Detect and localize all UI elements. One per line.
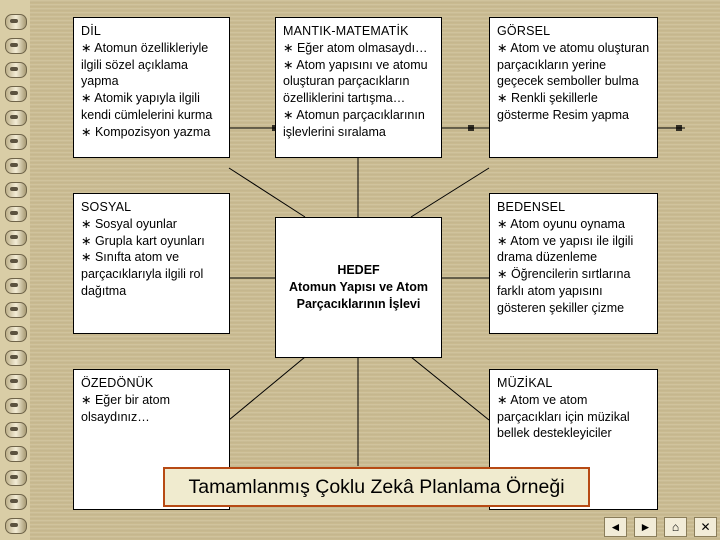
connector-hedef-ozedonuk — [229, 357, 305, 420]
box-item: ∗ Sınıfta atom ve parçacıklarıyla ilgili rol dağıtma — [81, 250, 207, 298]
footer-title: Tamamlanmış Çoklu Zekâ Planlama Örneği — [188, 475, 565, 498]
footer-title-banner — [163, 467, 590, 507]
close-icon: ✕ — [700, 520, 711, 534]
connector-hedef-muzikal — [411, 357, 489, 420]
box-title: GÖRSEL — [497, 24, 551, 38]
box-dil — [73, 17, 230, 158]
box-item: ∗ Eğer atom olmasaydı… — [283, 40, 428, 55]
box-item: ∗ Eğer bir atom olsaydınız… — [81, 392, 174, 424]
box-item: ∗ Grupla kart oyunları — [81, 233, 205, 248]
arrow-left-icon: ◄ — [609, 520, 622, 534]
box-gorsel — [489, 17, 658, 158]
connector-gorsel-hedef — [411, 168, 489, 217]
box-title: DİL — [81, 24, 102, 38]
home-icon: ⌂ — [671, 520, 680, 534]
box-title: ÖZEDÖNÜK — [81, 376, 154, 390]
close-button[interactable] — [694, 517, 717, 537]
box-item: ∗ Atomik yapıyla ilgili kendi cümlelerini kurma — [81, 91, 213, 122]
previous-slide-button[interactable] — [604, 517, 627, 537]
box-item: ∗ Atomun özellikleriyle ilgili sözel açıklama yapma — [81, 40, 212, 89]
arrow-right-icon: ► — [639, 520, 652, 534]
box-item: ∗ Kompozisyon yazma — [81, 124, 211, 139]
next-slide-button[interactable] — [634, 517, 657, 537]
box-mantik-matematik — [275, 17, 442, 158]
box-item: ∗ Sosyal oyunlar — [81, 216, 177, 231]
hedef-title: HEDEF — [337, 263, 380, 278]
box-hedef — [275, 217, 442, 358]
box-sosyal — [73, 193, 230, 334]
box-item: ∗ Atom oyunu oynama — [497, 216, 625, 231]
box-item: ∗ Atom ve atomu oluşturan parçacıkların yerine geçecek semboller bulma — [497, 40, 653, 89]
box-item: ∗ Atom ve yapısı ile ilgili drama düzenleme — [497, 233, 637, 265]
box-title: MANTIK-MATEMATİK — [283, 24, 409, 38]
box-item: ∗ Atom ve atom parçacıkları için müzikal bellek destekleyiciler — [497, 392, 634, 441]
box-item: ∗ Öğrencilerin sırtlarına farklı atom yapısını gösteren şekiller çizme — [497, 267, 634, 315]
connector-cap — [468, 125, 474, 131]
box-title: MÜZİKAL — [497, 376, 553, 390]
connector-cap — [676, 125, 682, 131]
hedef-goal-text: Atomun Yapısı ve Atom Parçacıklarının İşlevi — [289, 280, 428, 311]
box-item: ∗ Renkli şekillerle gösterme Resim yapma — [497, 91, 629, 122]
box-item: ∗ Atomun parçacıklarının işlevlerini sıralama — [283, 107, 429, 139]
box-title: SOSYAL — [81, 200, 132, 214]
box-title: BEDENSEL — [497, 200, 566, 214]
connector-dil-hedef — [229, 168, 305, 217]
box-bedensel — [489, 193, 658, 334]
box-item: ∗ Atom yapısını ve atomu oluşturan parçacıkların özelliklerini tartışma… — [283, 57, 432, 106]
home-button[interactable] — [664, 517, 687, 537]
